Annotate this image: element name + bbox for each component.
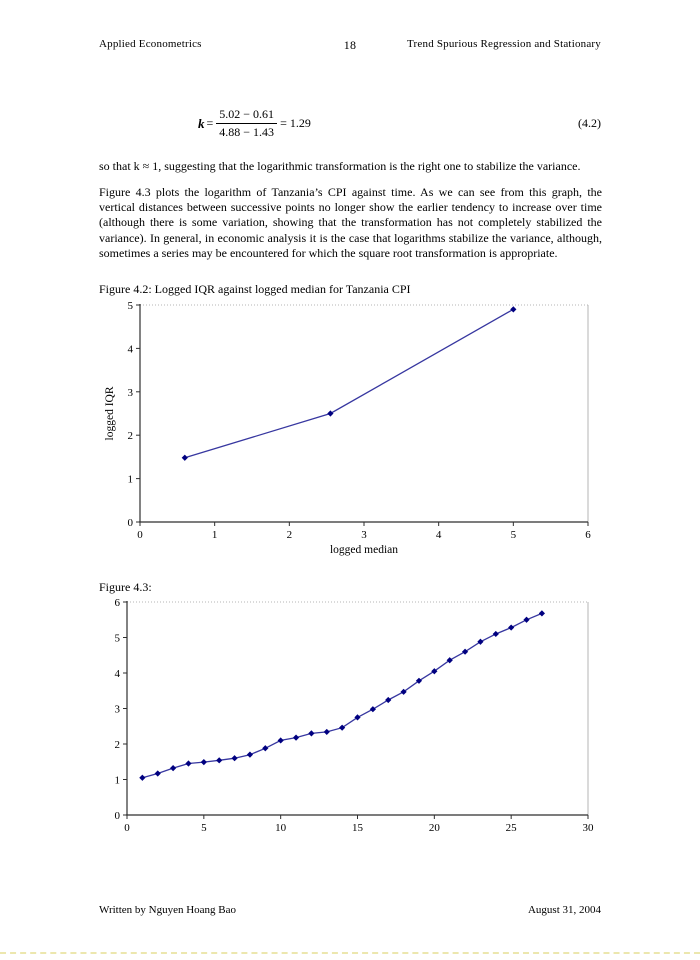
svg-text:6: 6 bbox=[585, 529, 591, 541]
svg-text:5: 5 bbox=[114, 632, 120, 645]
paragraph-figure-4-3-discussion: Figure 4.3 plots the logarithm of Tanzania’s CPI against time. As we can see from this graph, the vertical distances between successive points no longer show the earlier tendency to increase over time (although there is some variation, showing that the transformation has not completely stabilized the variance). In general, in economic analysis it is the case that logarithms stabilize the variance, although, sometimes a series may be encountered for which the square root transformation is appropriate. bbox=[99, 185, 602, 260]
equation-4-2 bbox=[198, 107, 311, 140]
header-chapter-title: Trend Spurious Regression and Stationary bbox=[407, 38, 601, 50]
svg-text:20: 20 bbox=[428, 822, 440, 834]
svg-text:0: 0 bbox=[124, 822, 130, 834]
svg-text:6: 6 bbox=[114, 597, 120, 609]
svg-text:logged median: logged median bbox=[329, 544, 399, 556]
svg-text:4: 4 bbox=[435, 529, 442, 541]
svg-text:1: 1 bbox=[127, 473, 133, 486]
figure-4-2-chart bbox=[99, 293, 599, 565]
header-course-title: Applied Econometrics bbox=[99, 38, 202, 50]
svg-text:10: 10 bbox=[275, 822, 287, 834]
equation-variable-k: k bbox=[198, 115, 205, 131]
svg-text:15: 15 bbox=[352, 822, 363, 834]
svg-text:2: 2 bbox=[286, 529, 293, 541]
figure-4-3-caption: Figure 4.3: bbox=[99, 580, 152, 594]
equation-number: (4.2) bbox=[578, 116, 601, 130]
svg-text:logged IQR: logged IQR bbox=[104, 386, 116, 441]
paragraph-k-conclusion: so that k ≈ 1, suggesting that the logarithmic transformation is the right one to stabilize the variance. bbox=[99, 159, 581, 173]
svg-text:3: 3 bbox=[127, 386, 133, 399]
page-number: 18 bbox=[343, 38, 357, 52]
svg-text:30: 30 bbox=[582, 822, 594, 834]
svg-text:1: 1 bbox=[211, 529, 218, 541]
svg-text:3: 3 bbox=[361, 529, 367, 541]
svg-text:2: 2 bbox=[114, 739, 120, 751]
footer-author: Written by Nguyen Hoang Bao bbox=[99, 904, 237, 916]
svg-text:2: 2 bbox=[127, 430, 133, 443]
equation-equals-sign: = bbox=[206, 116, 214, 130]
svg-text:0: 0 bbox=[137, 529, 143, 541]
svg-text:4: 4 bbox=[127, 343, 133, 356]
equation-numerator: 5.02 − 0.61 bbox=[216, 107, 277, 124]
svg-text:25: 25 bbox=[505, 822, 517, 834]
svg-text:5: 5 bbox=[201, 822, 207, 834]
svg-text:0: 0 bbox=[127, 517, 133, 529]
svg-text:5: 5 bbox=[127, 300, 133, 312]
figure-4-3-chart bbox=[99, 592, 599, 842]
svg-text:4: 4 bbox=[114, 668, 120, 680]
equation-fraction bbox=[216, 107, 277, 140]
figure-4-2-caption: Figure 4.2: Logged IQR against logged median for Tanzania CPI bbox=[99, 282, 411, 296]
svg-text:5: 5 bbox=[510, 529, 517, 541]
footer-date: August 31, 2004 bbox=[527, 904, 601, 916]
svg-text:0: 0 bbox=[114, 810, 120, 822]
svg-text:1: 1 bbox=[114, 774, 120, 787]
svg-text:3: 3 bbox=[114, 703, 120, 716]
page-bottom-dotted-line bbox=[0, 952, 700, 954]
equation-denominator: 4.88 − 1.43 bbox=[219, 125, 275, 139]
equation-result: = 1.29 bbox=[280, 116, 311, 130]
